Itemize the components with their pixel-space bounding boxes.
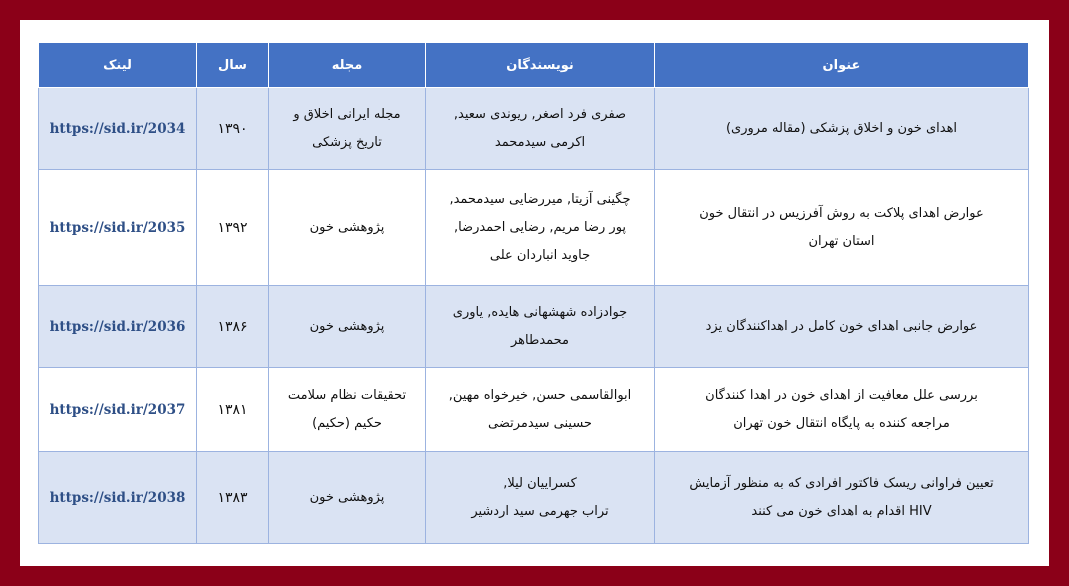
title-line: عوارض جانبی اهدای خون کامل در اهداکنندگان یزد xyxy=(705,318,978,334)
table-row xyxy=(39,452,1029,544)
cell-year: ۱۳۸۳ xyxy=(197,452,269,544)
references-table xyxy=(38,42,1029,544)
authors-line: ابوالقاسمی حسن, خیرخواه مهین, xyxy=(448,387,632,403)
cell-link[interactable]: https://sid.ir/2038 xyxy=(39,452,197,544)
cell-journal xyxy=(269,368,426,452)
cell-journal xyxy=(269,170,426,286)
table-row xyxy=(39,286,1029,368)
authors-line: صفری فرد اصغر, ریوندی سعید, xyxy=(453,106,627,122)
authors-line: چگینی آزیتا, میررضایی سیدمحمد, xyxy=(449,191,631,207)
title-line: مراجعه کننده به پایگاه انتقال خون تهران xyxy=(733,415,950,431)
cell-year: ۱۳۸۶ xyxy=(197,286,269,368)
authors-line: تراب جهرمی سید اردشیر xyxy=(471,503,609,519)
title-line: بررسی علل معافیت از اهدای خون در اهدا کنندگان xyxy=(705,387,978,403)
title-line: استان تهران xyxy=(808,233,875,249)
cell-title xyxy=(655,452,1029,544)
table-row xyxy=(39,88,1029,170)
table-row xyxy=(39,170,1029,286)
cell-authors xyxy=(426,286,655,368)
cell-title xyxy=(655,286,1029,368)
authors-line: کسراییان لیلا, xyxy=(503,475,577,491)
page-frame xyxy=(20,20,1049,566)
cell-journal xyxy=(269,88,426,170)
cell-authors xyxy=(426,170,655,286)
journal-line: حکیم (حکیم) xyxy=(312,415,382,431)
cell-year: ۱۳۹۰ xyxy=(197,88,269,170)
title-line: تعیین فراوانی ریسک فاکتور افرادی که به منظور آزمایش xyxy=(689,475,994,491)
header-title: عنوان xyxy=(655,43,1029,88)
authors-line: جاوید انباردان علی xyxy=(489,247,591,263)
authors-line: پور رضا مریم, رضایی احمدرضا, xyxy=(453,219,627,235)
cell-year: ۱۳۹۲ xyxy=(197,170,269,286)
header-year: سال xyxy=(197,43,269,88)
authors-line: اکرمی سیدمحمد xyxy=(494,134,586,150)
cell-link[interactable]: https://sid.ir/2035 xyxy=(39,170,197,286)
journal-line: پژوهشی خون xyxy=(309,219,385,235)
table-row xyxy=(39,368,1029,452)
authors-line: محمدطاهر xyxy=(510,332,570,348)
title-line: HIV اقدام به اهدای خون می کنند xyxy=(751,503,932,519)
journal-line: تحقیقات نظام سلامت xyxy=(287,387,407,403)
header-link: لینک xyxy=(39,43,197,88)
title-line: عوارض اهدای پلاکت به روش آفرزیس در انتقال خون xyxy=(699,205,984,221)
journal-line: پژوهشی خون xyxy=(309,489,385,505)
cell-year: ۱۳۸۱ xyxy=(197,368,269,452)
cell-title xyxy=(655,88,1029,170)
authors-line: جوادزاده شهشهانی هایده, یاوری xyxy=(452,304,628,320)
authors-line: حسینی سیدمرتضی xyxy=(488,415,592,431)
journal-line: مجله ایرانی اخلاق و xyxy=(293,106,401,122)
cell-link[interactable]: https://sid.ir/2036 xyxy=(39,286,197,368)
cell-title xyxy=(655,368,1029,452)
header-authors: نویسندگان xyxy=(426,43,655,88)
cell-authors xyxy=(426,368,655,452)
table-header-row xyxy=(39,43,1029,88)
header-journal: مجله xyxy=(269,43,426,88)
cell-link[interactable]: https://sid.ir/2034 xyxy=(39,88,197,170)
cell-journal xyxy=(269,286,426,368)
title-line: اهدای خون و اخلاق پزشکی (مقاله مروری) xyxy=(725,120,958,136)
journal-line: تاریخ پزشکی xyxy=(312,134,382,150)
cell-title xyxy=(655,170,1029,286)
cell-link[interactable]: https://sid.ir/2037 xyxy=(39,368,197,452)
cell-journal xyxy=(269,452,426,544)
cell-authors xyxy=(426,88,655,170)
journal-line: پژوهشی خون xyxy=(309,318,385,334)
cell-authors xyxy=(426,452,655,544)
